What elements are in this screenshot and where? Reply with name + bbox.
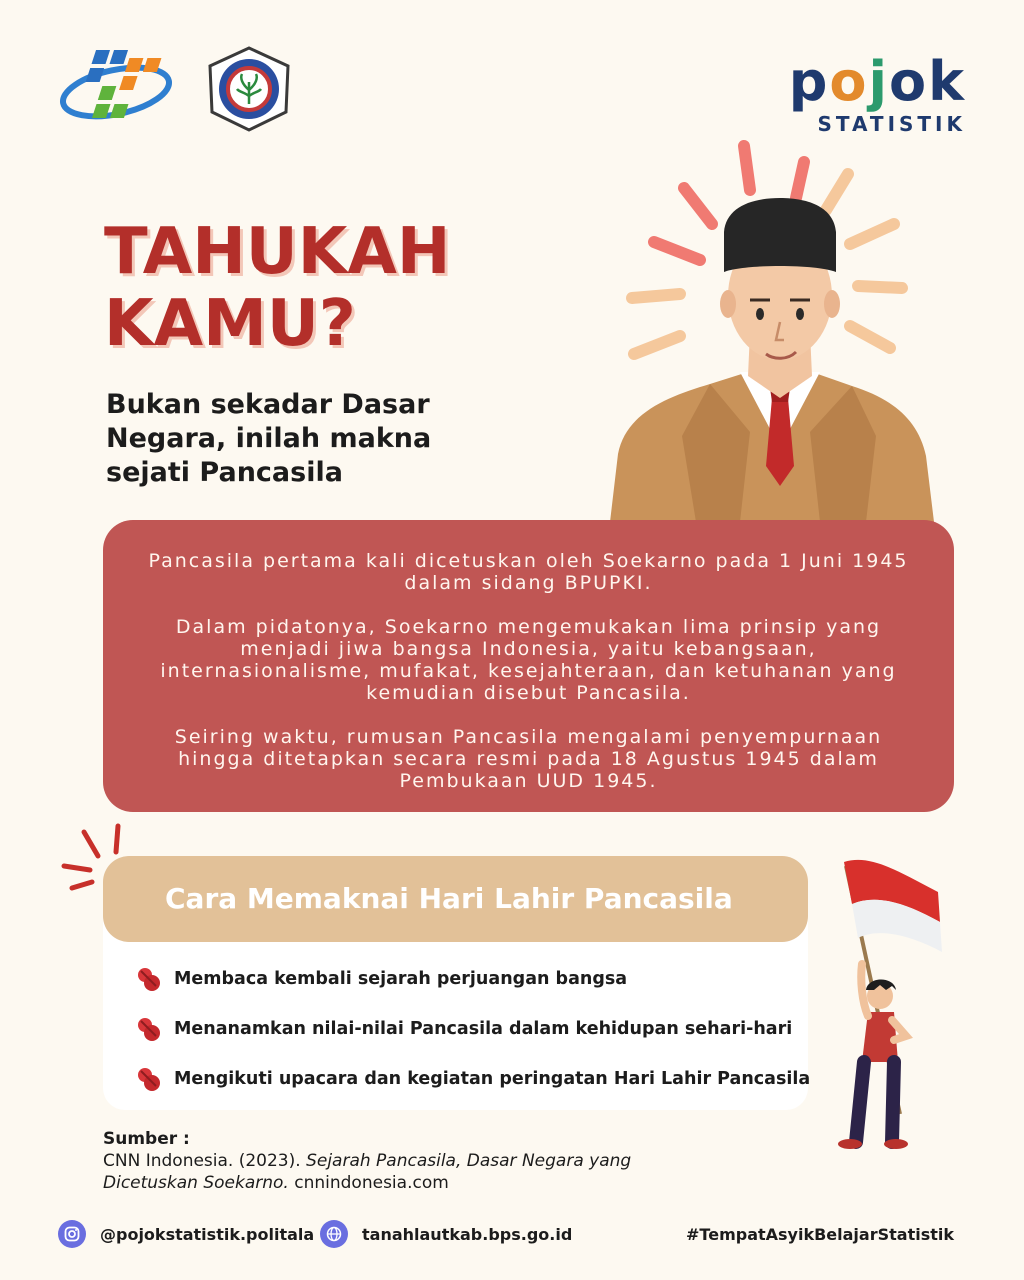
source-author: CNN Indonesia. (2023). xyxy=(103,1151,307,1171)
website-link[interactable] xyxy=(320,1220,572,1248)
pushpin-icon xyxy=(136,966,162,992)
list-item xyxy=(136,1065,816,1115)
page-subtitle: Bukan sekadar Dasar Negara, inilah makna sejati Pancasila xyxy=(106,389,432,488)
instagram-link[interactable] xyxy=(58,1220,314,1248)
hashtag-text: #TempatAsyikBelajarStatistik xyxy=(686,1224,954,1244)
info-paragraph-1: Pancasila pertama kali dicetuskan oleh Soekarno pada 1 Juni 1945 dalam sidang BPUPKI. xyxy=(148,550,909,594)
list-item xyxy=(136,1015,816,1065)
pojok-statistik-logo xyxy=(788,50,966,136)
flag-boy-illustration xyxy=(814,852,954,1152)
info-paragraph-2: Dalam pidatonya, Soekarno mengemukakan lima prinsip yang menjadi jiwa bangsa Indonesia, yaitu kebangsaan, internasionalisme, mufakat, kesejahteraan, dan ketuhanan yang kemudian disebut Pancasila. xyxy=(160,616,897,704)
pushpin-icon xyxy=(136,1016,162,1042)
list-item xyxy=(136,965,816,1015)
page-title xyxy=(104,216,450,360)
pushpin-icon xyxy=(136,1066,162,1092)
tip-text: Mengikuti upacara dan kegiatan peringatan Hari Lahir Pancasila xyxy=(174,1069,811,1089)
source-title: Sejarah Pancasila, Dasar Negara yang Dicetuskan Soekarno. xyxy=(103,1151,632,1193)
hashtag xyxy=(686,1220,954,1248)
title-line-1: TAHUKAH xyxy=(104,215,451,289)
instagram-handle: @pojokstatistik.politala xyxy=(100,1224,315,1244)
globe-icon xyxy=(320,1220,348,1248)
brand-subtitle: STATISTIK xyxy=(817,112,966,136)
tips-list xyxy=(136,965,816,1115)
section-title: Cara Memaknai Hari Lahir Pancasila xyxy=(165,882,733,915)
section-header xyxy=(103,856,808,942)
source-label: Sumber : xyxy=(103,1129,190,1149)
bps-logo xyxy=(58,44,174,136)
soekarno-illustration xyxy=(600,136,960,522)
title-line-2: KAMU? xyxy=(104,287,356,361)
info-box xyxy=(103,520,954,812)
source-site: cnnindonesia.com xyxy=(288,1173,449,1193)
source-citation xyxy=(103,1128,723,1194)
tip-text: Membaca kembali sejarah perjuangan bangsa xyxy=(174,969,628,989)
brand-wordmark: pojok xyxy=(788,50,966,113)
college-seal xyxy=(206,46,292,132)
instagram-icon xyxy=(58,1220,86,1248)
info-paragraph-3: Seiring waktu, rumusan Pancasila mengalami penyempurnaan hingga ditetapkan secara resmi pada 18 Agustus 1945 dalam Pembukaan UUD 1945. xyxy=(174,726,883,792)
website-url: tanahlautkab.bps.go.id xyxy=(362,1224,573,1244)
tip-text: Menanamkan nilai-nilai Pancasila dalam kehidupan sehari-hari xyxy=(174,1019,793,1039)
